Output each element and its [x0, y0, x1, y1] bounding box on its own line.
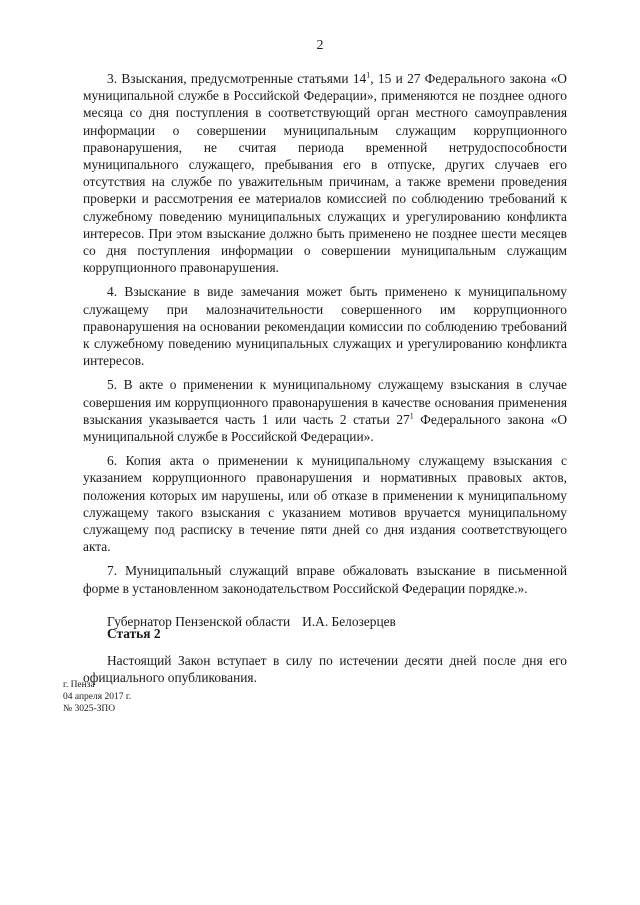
document-body: [83, 70, 567, 687]
page-number: 2: [316, 38, 324, 53]
paragraph-item-4: 4. Взыскание в виде замечания может быть применено к муниципальному служащему при малозначительности совершенного им коррупционного правонарушения на основании рекомендации комиссии по соблюдению требований к служебному поведению муниципальных служащих и урегулированию конфликта интересов.: [83, 284, 567, 369]
item-5-text-part1: 5. В акте о применении к муниципальному служащему взыскания в случае совершения им коррупционного правонарушения в качестве основания применения взыскания указывается часть 1 или часть 2 статьи 27: [83, 377, 567, 427]
article-2-heading: Статья 2: [107, 625, 161, 641]
paragraph-item-3: [83, 70, 567, 276]
footer-number: № 3025-ЗПО: [63, 704, 116, 714]
footer-city: г. Пенза: [63, 680, 95, 690]
paragraph-item-7: 7. Муниципальный служащий вправе обжаловать взыскание в письменной форме в установленном законодательством Российской Федерации порядке.».: [83, 563, 567, 596]
paragraph-item-5: [83, 376, 567, 445]
signature-title: Губернатор Пензенской области: [107, 614, 291, 629]
item-3-text-part2: , 15 и 27 Федерального закона «О муниципальной службе в Российской Федерации», применяются не позднее одного месяца со дня поступления в соответствующий орган местного самоуправления информации о совершении муниципальным служащим коррупционного правонарушения, не считая периода временной нетрудоспособности муниципального служащего, пребывания его в отпуске, других случаев его отсутствия на службе по уважительным причинам, а также времени проведения проверки и рассмотрения ее материалов комиссией по соблюдению требований к служебному поведению муниципальных служащих и урегулированию конфликта интересов. При этом взыскание должно быть применено не позднее шести месяцев со дня поступления информации о совершении муниципальным служащим коррупционного правонарушения.: [83, 71, 567, 276]
article-2-text: Настоящий Закон вступает в силу по истечении десяти дней после дня его официального опубликования.: [83, 653, 567, 686]
item-5-text-part2: Федерального закона «О муниципальной службе в Российской Федерации».: [83, 411, 567, 445]
footer-block: [63, 679, 131, 715]
signature-name: И.А. Белозерцев: [302, 614, 396, 629]
item-3-superscript: 1: [366, 70, 371, 80]
footer-date: 04 апреля 2017 г.: [63, 692, 132, 702]
item-3-text-part1: 3. Взыскания, предусмотренные статьями 14: [107, 71, 367, 86]
signature-block: [107, 614, 396, 630]
item-5-superscript: 1: [409, 411, 414, 421]
paragraph-item-6: 6. Копия акта о применении к муниципальному служащему взыскания с указанием коррупционного правонарушения и нормативных правовых актов, положения которых им нарушены, или об отказе в применении к муниципальному служащему такого взыскания с указанием мотивов вручается муниципальному служащему под расписку в течение пяти дней со дня издания соответствующего акта.: [83, 453, 567, 555]
